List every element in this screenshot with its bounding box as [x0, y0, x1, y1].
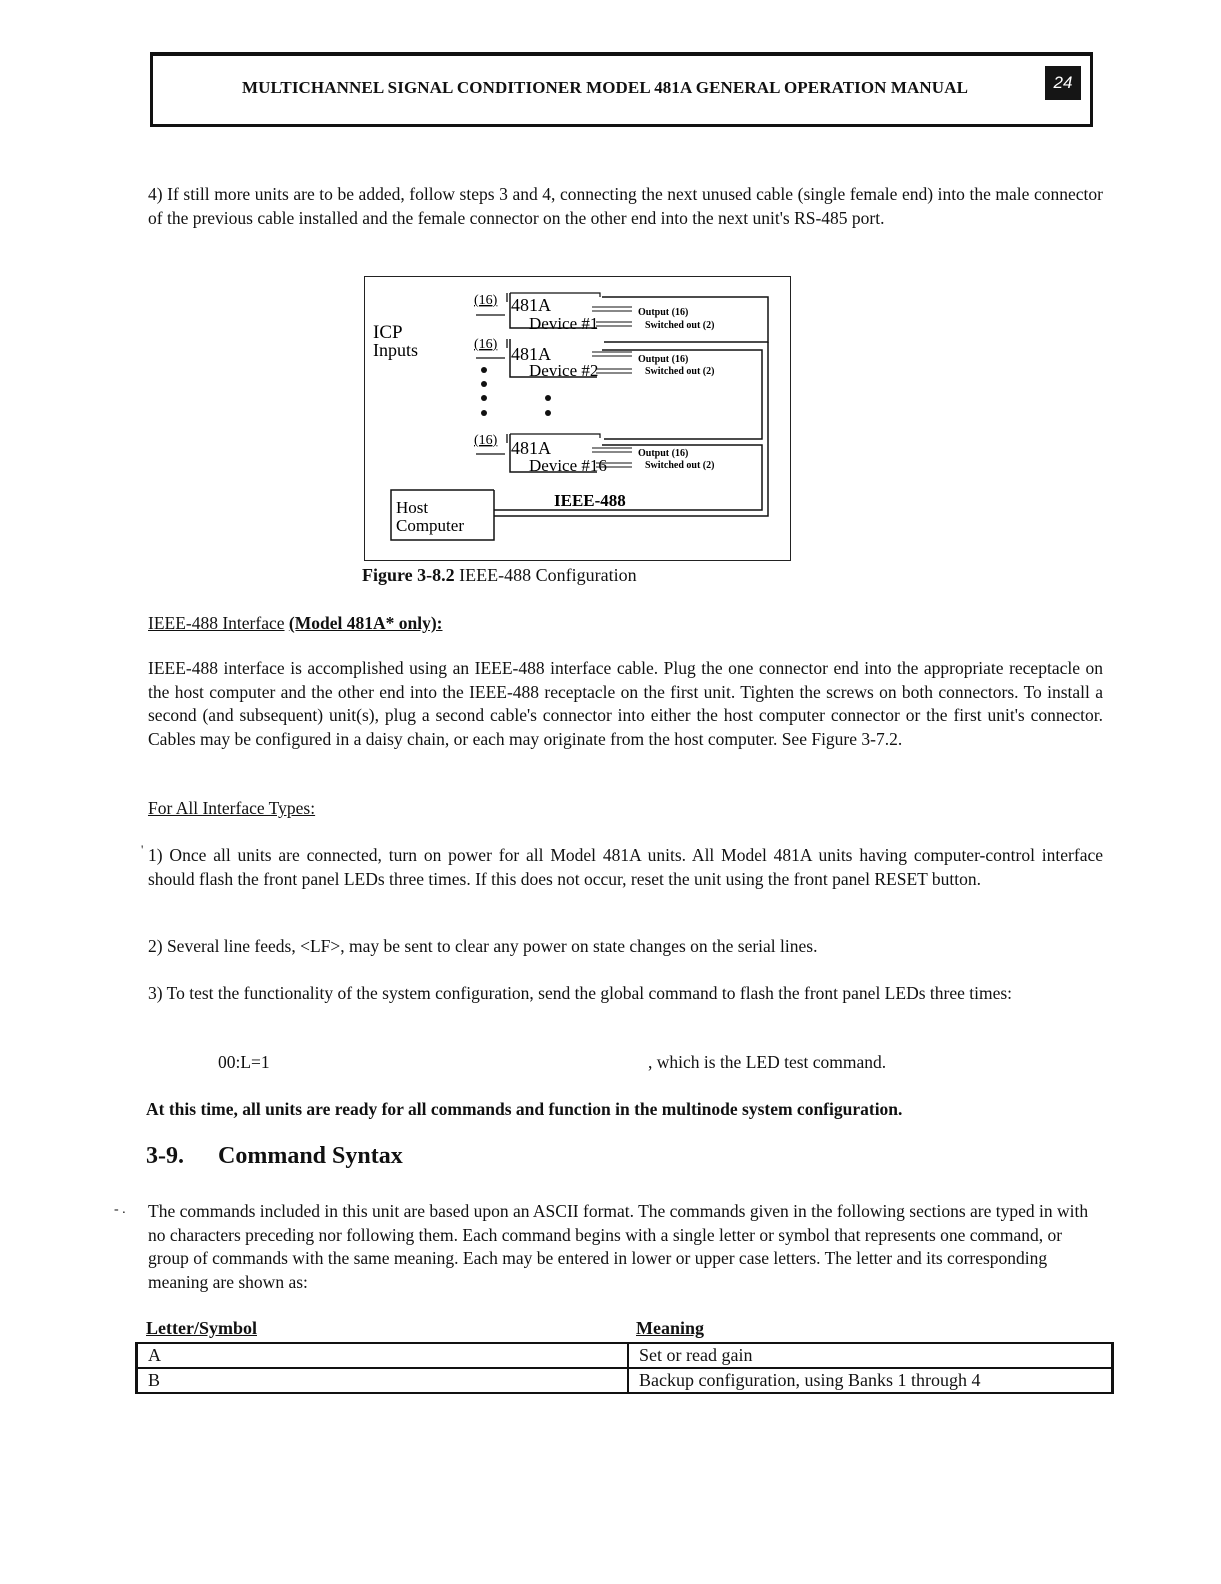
meaning-cell: Backup configuration, using Banks 1 through 4: [628, 1368, 1113, 1393]
device-16-switched: Switched out (2): [645, 460, 715, 471]
led-test-command-note: , which is the LED test command.: [648, 1052, 887, 1072]
device-2-count: (16): [474, 337, 498, 352]
device-2-name: Device #2: [529, 361, 599, 380]
ieee-488-heading-text: IEEE-488 Interface: [148, 613, 285, 633]
ready-statement: At this time, all units are ready for all commands and function in the multinode system configuration.: [146, 1099, 903, 1119]
command-table: [135, 1342, 1114, 1394]
table-row: [137, 1368, 1113, 1393]
device-16-output: Output (16): [638, 448, 689, 459]
step-4-paragraph: 4) If still more units are to be added, follow steps 3 and 4, connecting the next unused cable (single female end) into the male connector of the previous cable installed and the female connector on the other end into the next unit's RS-485 port.: [148, 184, 1103, 228]
figure-caption-number: Figure 3-8.2: [362, 565, 455, 585]
icp-label: ICP: [373, 322, 403, 343]
section-title: Command Syntax: [218, 1143, 403, 1169]
section-number: 3-9.: [146, 1143, 184, 1169]
table-row: [137, 1343, 1113, 1368]
column-header-letter: Letter/Symbol: [146, 1318, 257, 1338]
ieee-488-heading-model: (Model 481A* only):: [288, 613, 443, 633]
figure-caption-text: IEEE-488 Configuration: [454, 565, 637, 585]
device-1-count: (16): [474, 293, 498, 308]
device-16-name: Device #16: [529, 456, 607, 475]
column-header-meaning: Meaning: [636, 1318, 705, 1338]
margin-mark: - .: [114, 1202, 126, 1217]
ieee-488-diagram: [364, 276, 791, 561]
ieee-488-heading: [148, 612, 443, 636]
ieee-488-bus-label: IEEE-488: [554, 491, 626, 510]
step-2-paragraph: 2) Several line feeds, <LF>, may be sent to clear any power on state changes on the serial lines.: [148, 936, 818, 956]
device-1-output: Output (16): [638, 307, 689, 318]
manual-title: MULTICHANNEL SIGNAL CONDITIONER MODEL 481A GENERAL OPERATION MANUAL: [242, 78, 969, 97]
command-syntax-paragraph: The commands included in this unit are based upon an ASCII format. The commands given in the following sections are typed in with no characters preceding nor following them. Each command begins with a single letter or symbol that represents one command, or group of commands with the same meaning. Each may be entered in lower or upper case letters. The letter and its corresponding meaning are shown as:: [148, 1201, 1089, 1292]
led-test-command: 00:L=1: [218, 1052, 270, 1072]
letter-cell: A: [137, 1343, 629, 1368]
meaning-cell: Set or read gain: [628, 1343, 1113, 1368]
device-2-block: [474, 337, 762, 439]
device-1-switched: Switched out (2): [645, 320, 715, 331]
device-2-switched: Switched out (2): [645, 366, 715, 377]
stray-mark: ': [141, 842, 144, 857]
step-3-paragraph: 3) To test the functionality of the system configuration, send the global command to flash the front panel LEDs three times:: [148, 983, 1013, 1003]
page-number: 24: [1045, 66, 1081, 100]
inputs-label: Inputs: [373, 340, 418, 360]
device-16-count: (16): [474, 433, 498, 448]
computer-label: Computer: [396, 516, 464, 535]
letter-cell: B: [137, 1368, 629, 1393]
step-1-paragraph: 1) Once all units are connected, turn on power for all Model 481A units. All Model 481A units having computer-control interface should flash the front panel LEDs three times. If this does not occur, reset the unit using the front panel RESET button.: [148, 845, 1103, 889]
device-1-block: [474, 293, 768, 342]
device-2-model: 481A: [511, 344, 551, 364]
device-16-model: 481A: [511, 438, 551, 458]
figure-caption: [362, 565, 637, 586]
device-1-model: 481A: [511, 295, 551, 315]
all-interface-types-heading: For All Interface Types:: [148, 798, 316, 818]
device-2-output: Output (16): [638, 354, 689, 365]
ieee-488-paragraph: IEEE-488 interface is accomplished using an IEEE-488 interface cable. Plug the one connector end into the appropriate receptacle on the host computer and the other end into the IEEE-488 receptacle on the first unit. Tighten the screws on both connectors. To install a second (and subsequent) unit(s), plug a second cable's connector into either the host computer connector or the first unit's connector. Cables may be configured in a daisy chain, or each may originate from the host computer. See Figure 3-7.2.: [148, 658, 1103, 749]
host-label: Host: [396, 498, 429, 517]
device-1-name: Device #1: [529, 314, 599, 333]
